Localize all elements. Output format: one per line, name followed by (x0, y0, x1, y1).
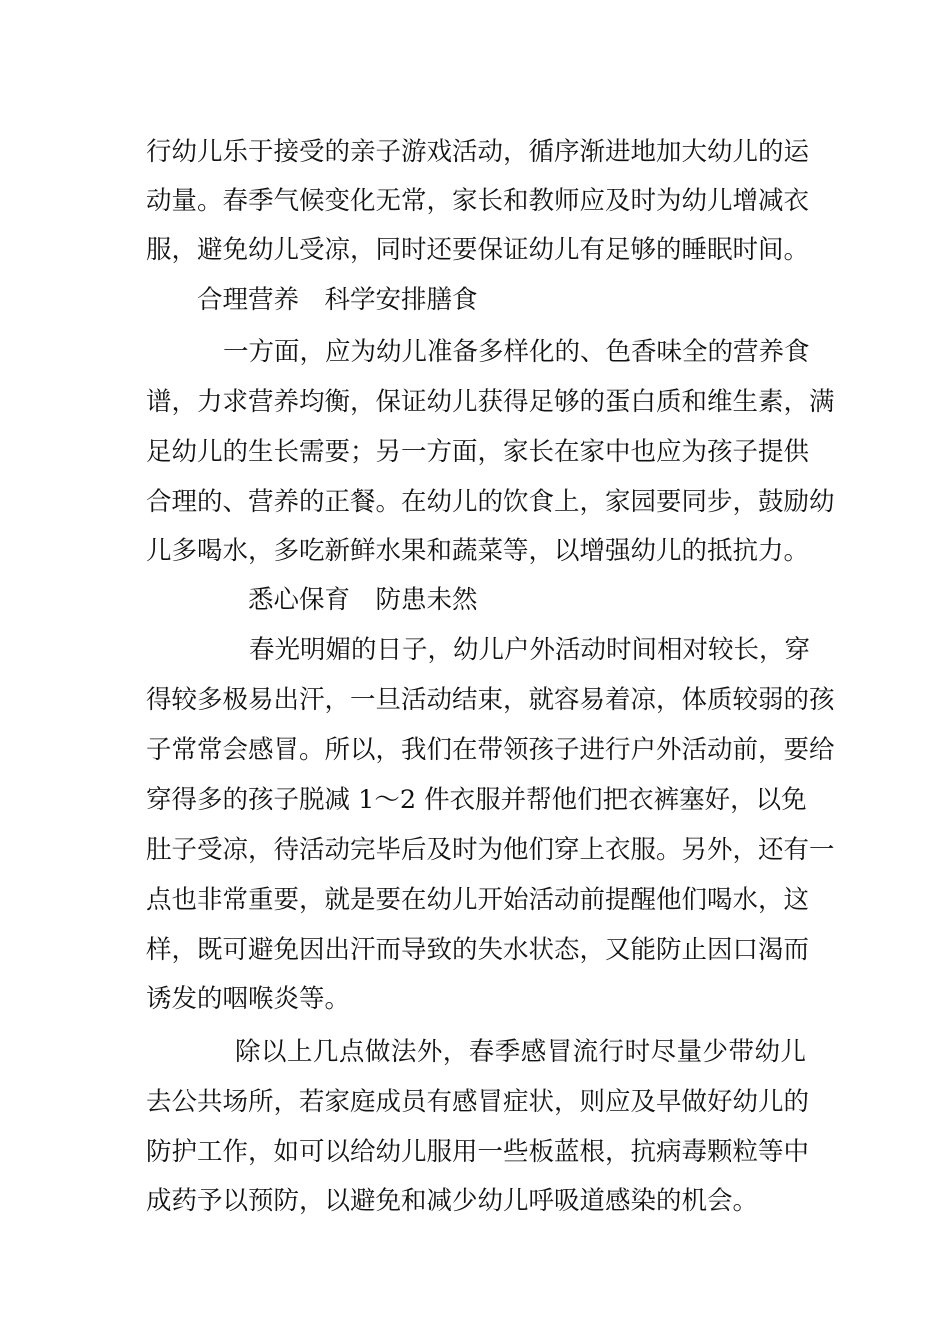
paragraph-2-line-4: 合理的、营养的正餐。在幼儿的饮食上，家园要同步，鼓励幼 (146, 487, 835, 517)
paragraph-2-line-5: 儿多喝水，多吃新鲜水果和蔬菜等，以增强幼儿的抵抗力。 (146, 536, 810, 566)
section-heading-care: 悉心保育 防患未然 (248, 585, 478, 615)
paragraph-3-line-5: 肚子受凉，待活动完毕后及时为他们穿上衣服。另外，还有一 (146, 835, 835, 865)
paragraph-2-line-2: 谱，力求营养均衡，保证幼儿获得足够的蛋白质和维生素，满 (146, 387, 835, 417)
section-heading-nutrition: 合理营养 科学安排膳食 (197, 285, 478, 315)
paragraph-4-line-4: 成药予以预防，以避免和减少幼儿呼吸道感染的机会。 (146, 1186, 759, 1216)
paragraph-3-line-8: 诱发的咽喉炎等。 (146, 984, 351, 1014)
paragraph-3-line-7: 样，既可避免因出汗而导致的失水状态，又能防止因口渴而 (146, 935, 810, 965)
paragraph-4-line-1: 除以上几点做法外，春季感冒流行时尽量少带幼儿 (235, 1037, 806, 1067)
paragraph-3-line-4: 穿得多的孩子脱减 1～2 件衣服并帮他们把衣裤塞好，以免 (146, 785, 807, 815)
paragraph-2-line-3: 足幼儿的生长需要；另一方面，家长在家中也应为孩子提供 (146, 437, 810, 467)
paragraph-3-line-1: 春光明媚的日子，幼儿户外活动时间相对较长，穿 (249, 635, 811, 665)
paragraph-4-line-3: 防护工作，如可以给幼儿服用一些板蓝根，抗病毒颗粒等中 (146, 1137, 810, 1167)
paragraph-2-line-1: 一方面，应为幼儿准备多样化的、色香味全的营养食 (223, 337, 810, 367)
paragraph-1-line-1: 行幼儿乐于接受的亲子游戏活动，循序渐进地加大幼儿的运 (146, 137, 810, 167)
paragraph-3-line-6: 点也非常重要，就是要在幼儿开始活动前提醒他们喝水，这 (146, 885, 810, 915)
paragraph-3-line-2: 得较多极易出汗，一旦活动结束，就容易着凉，体质较弱的孩 (146, 685, 835, 715)
paragraph-1-line-3: 服，避免幼儿受凉，同时还要保证幼儿有足够的睡眠时间。 (146, 235, 810, 265)
paragraph-1-line-2: 动量。春季气候变化无常，家长和教师应及时为幼儿增减衣 (146, 186, 810, 216)
paragraph-3-line-3: 子常常会感冒。所以，我们在带领孩子进行户外活动前，要给 (146, 735, 835, 765)
paragraph-4-line-2: 去公共场所，若家庭成员有感冒症状，则应及早做好幼儿的 (146, 1087, 810, 1117)
